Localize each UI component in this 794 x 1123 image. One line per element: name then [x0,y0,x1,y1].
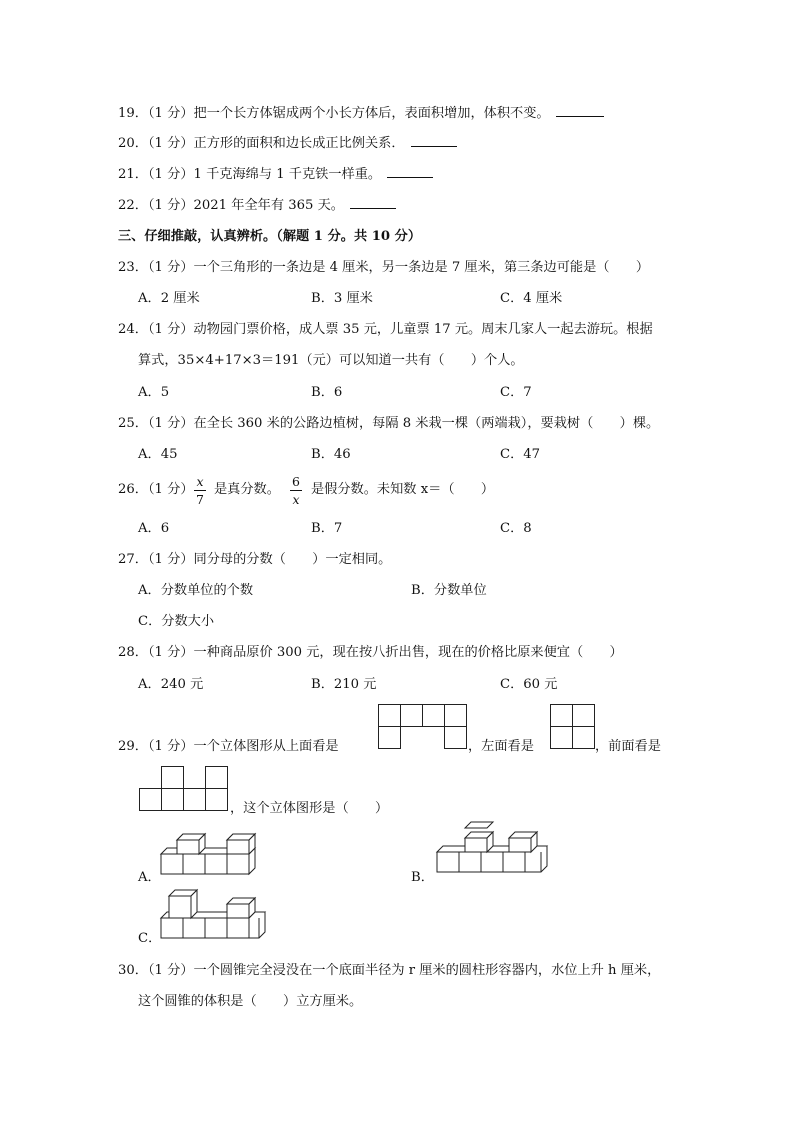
question-21-text: 21．（1 分）1 千克海绵与 1 千克铁一样重。 [118,167,382,182]
question-22 [118,196,396,215]
option-a[interactable]: A．2 厘米 [138,291,200,306]
option-b[interactable]: B．分数单位 [411,583,487,598]
fraction-1-bar [194,490,206,491]
option-a-figure [160,826,260,882]
option-a[interactable]: A．45 [138,447,178,462]
option-b[interactable]: B．6 [311,385,343,400]
question-25-text: 25．（1 分）在全长 360 米的公路边植树，每隔 8 米栽一棵（两端栽），要栽树（ ）棵。 [118,416,660,431]
option-c[interactable]: C．8 [500,521,532,536]
option-c[interactable]: C． [138,931,162,946]
answer-blank[interactable] [556,104,604,117]
fraction-2-bar [290,490,302,491]
left-view-figure [550,704,598,750]
option-a[interactable]: A．分数单位的个数 [138,583,254,598]
option-c[interactable]: C．47 [500,447,541,462]
question-27-text: 27．（1 分）同分母的分数（ ）一定相同。 [118,552,392,567]
option-b[interactable]: B．3 厘米 [311,291,373,306]
option-c-figure [160,884,266,942]
question-30-line2: 这个圆锥的体积是（ ）立方厘米。 [138,994,363,1009]
option-c[interactable]: C．7 [500,385,532,400]
question-29-part3: ，前面看是 [595,739,661,754]
option-a[interactable]: A． [138,870,161,885]
option-b[interactable]: B． [411,870,434,885]
question-24-line1: 24．（1 分）动物园门票价格，成人票 35 元，儿童票 17 元。周末几家人一起去游玩。根据 [118,322,653,337]
fraction-1-denominator: 7 [196,492,204,507]
option-c[interactable]: C．60 元 [500,677,558,692]
question-19 [118,104,604,123]
question-26-mid: 是真分数。 [214,482,280,497]
question-30-line1: 30．（1 分）一个圆锥完全浸没在一个底面半径为 r 厘米的圆柱形容器内，水位上升 h 厘米， [118,963,661,978]
option-b-figure [436,822,548,882]
question-23-text: 23．（1 分）一个三角形的一条边是 4 厘米，另一条边是 7 厘米，第三条边可能是（ ） [118,260,650,275]
question-29-part4: ，这个立体图形是（ ） [230,801,389,816]
option-b[interactable]: B．46 [311,447,351,462]
question-20 [118,134,457,153]
front-view-figure [138,766,232,814]
question-19-text: 19．（1 分）把一个长方体锯成两个小长方体后，表面积增加，体积不变。 [118,106,550,121]
fraction-2-denominator: x [292,492,300,507]
answer-blank[interactable] [387,165,433,178]
answer-blank[interactable] [350,196,396,209]
option-a[interactable]: A．240 元 [138,677,204,692]
option-b[interactable]: B．7 [311,521,343,536]
question-24-line2: 算式，35×4+17×3＝191（元）可以知道一共有（ ）个人。 [138,353,524,368]
question-26-prefix: 26．（1 分） [118,482,194,497]
option-a[interactable]: A．6 [138,521,170,536]
section-heading: 三、仔细推敲，认真辨析。（解题 1 分。共 10 分） [118,229,422,244]
question-22-text: 22．（1 分）2021 年全年有 365 天。 [118,198,344,213]
fraction-1-numerator: x [196,474,204,489]
option-c[interactable]: C．分数大小 [138,614,215,629]
question-26-suffix: 是假分数。未知数 x＝（ ） [311,482,495,497]
question-28-text: 28．（1 分）一种商品原价 300 元，现在按八折出售，现在的价格比原来便宜（ ） [118,645,623,660]
question-20-text: 20．（1 分）正方形的面积和边长成正比例关系． [118,136,405,151]
option-b[interactable]: B．210 元 [311,677,377,692]
top-view-figure [378,704,470,750]
question-29-part2: ，左面看是 [468,739,534,754]
option-c[interactable]: C．4 厘米 [500,291,563,306]
question-21 [118,165,433,184]
question-29-part1: 29．（1 分）一个立体图形从上面看是 [118,739,339,754]
answer-blank[interactable] [411,134,457,147]
fraction-2-numerator: 6 [292,474,300,489]
option-a[interactable]: A．5 [138,385,170,400]
